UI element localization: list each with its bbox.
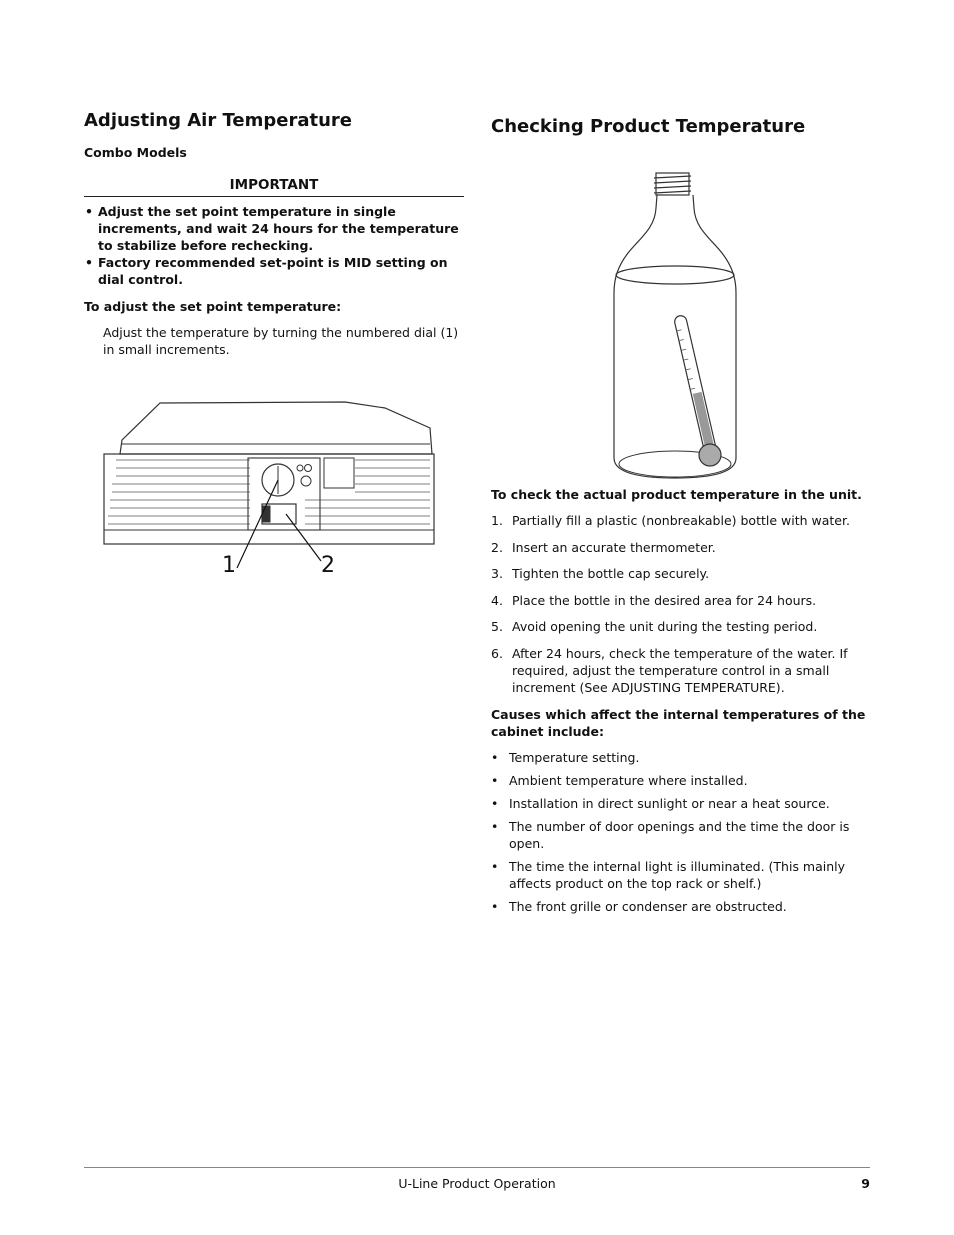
- footer-title: U-Line Product Operation: [398, 1176, 556, 1191]
- list-item: [491, 565, 871, 582]
- step-text: Insert an accurate thermometer.: [512, 539, 716, 555]
- bottle-thermometer-illustration: [600, 168, 750, 483]
- step-text: Tighten the bottle cap securely.: [512, 566, 710, 581]
- callout-1: 1: [222, 553, 236, 578]
- list-item: [491, 592, 871, 609]
- important-list: [84, 203, 464, 288]
- page-number: 9: [861, 1176, 870, 1191]
- list-item: • The number of door openings and the time the door is open.: [491, 818, 871, 852]
- list-item: • The front grille or condenser are obstructed.: [491, 898, 871, 915]
- right-column: [491, 116, 871, 137]
- causes-list: [491, 749, 871, 921]
- step-number: 1.: [491, 513, 503, 528]
- important-item: • Factory recommended set-point is MID setting on dial control.: [84, 254, 464, 288]
- list-item: • Installation in direct sunlight or near a heat source.: [491, 795, 871, 812]
- causes-heading: Causes which affect the internal temperatures of the cabinet include:: [491, 707, 866, 739]
- steps-list: [491, 512, 871, 705]
- procedure-heading: To adjust the set point temperature:: [84, 299, 342, 314]
- step-number: 2.: [491, 539, 503, 555]
- step-text: Avoid opening the unit during the testing period.: [512, 619, 818, 634]
- step-text: After 24 hours, check the temperature of the water. If required, adjust the temperature control in a small increment (See ADJUSTING TEMPERATURE).: [512, 645, 848, 695]
- subtitle-combo-models: Combo Models: [84, 145, 187, 160]
- footer-rule: [84, 1167, 870, 1168]
- check-heading: To check the actual product temperature in the unit.: [491, 487, 862, 502]
- step-number: 3.: [491, 566, 503, 581]
- control-panel-illustration: [100, 398, 440, 583]
- procedure-text: Adjust the temperature by turning the numbered dial (1) in small increments.: [103, 325, 459, 357]
- list-item: [491, 645, 871, 696]
- step-number: 4.: [491, 592, 503, 608]
- list-item: • Temperature setting.: [491, 749, 871, 766]
- list-item: [491, 539, 871, 556]
- list-item: • Ambient temperature where installed.: [491, 772, 871, 789]
- callout-2: 2: [321, 553, 335, 578]
- step-text: Place the bottle in the desired area for 24 hours.: [512, 592, 817, 608]
- section-title-checking: Checking Product Temperature: [491, 116, 806, 137]
- list-item: • The time the internal light is illuminated. (This mainly affects product on the top rack or shelf.): [491, 858, 871, 892]
- step-number: 6.: [491, 645, 503, 661]
- important-heading: IMPORTANT: [84, 177, 464, 197]
- important-item: • Adjust the set point temperature in single increments, and wait 24 hours for the temperature to stabilize before rechecking.: [84, 203, 464, 254]
- section-title-adjusting: Adjusting Air Temperature: [84, 110, 352, 131]
- list-item: [491, 618, 871, 635]
- step-number: 5.: [491, 619, 503, 634]
- list-item: [491, 512, 871, 529]
- step-text: Partially fill a plastic (nonbreakable) bottle with water.: [512, 513, 850, 528]
- left-column: [84, 110, 464, 358]
